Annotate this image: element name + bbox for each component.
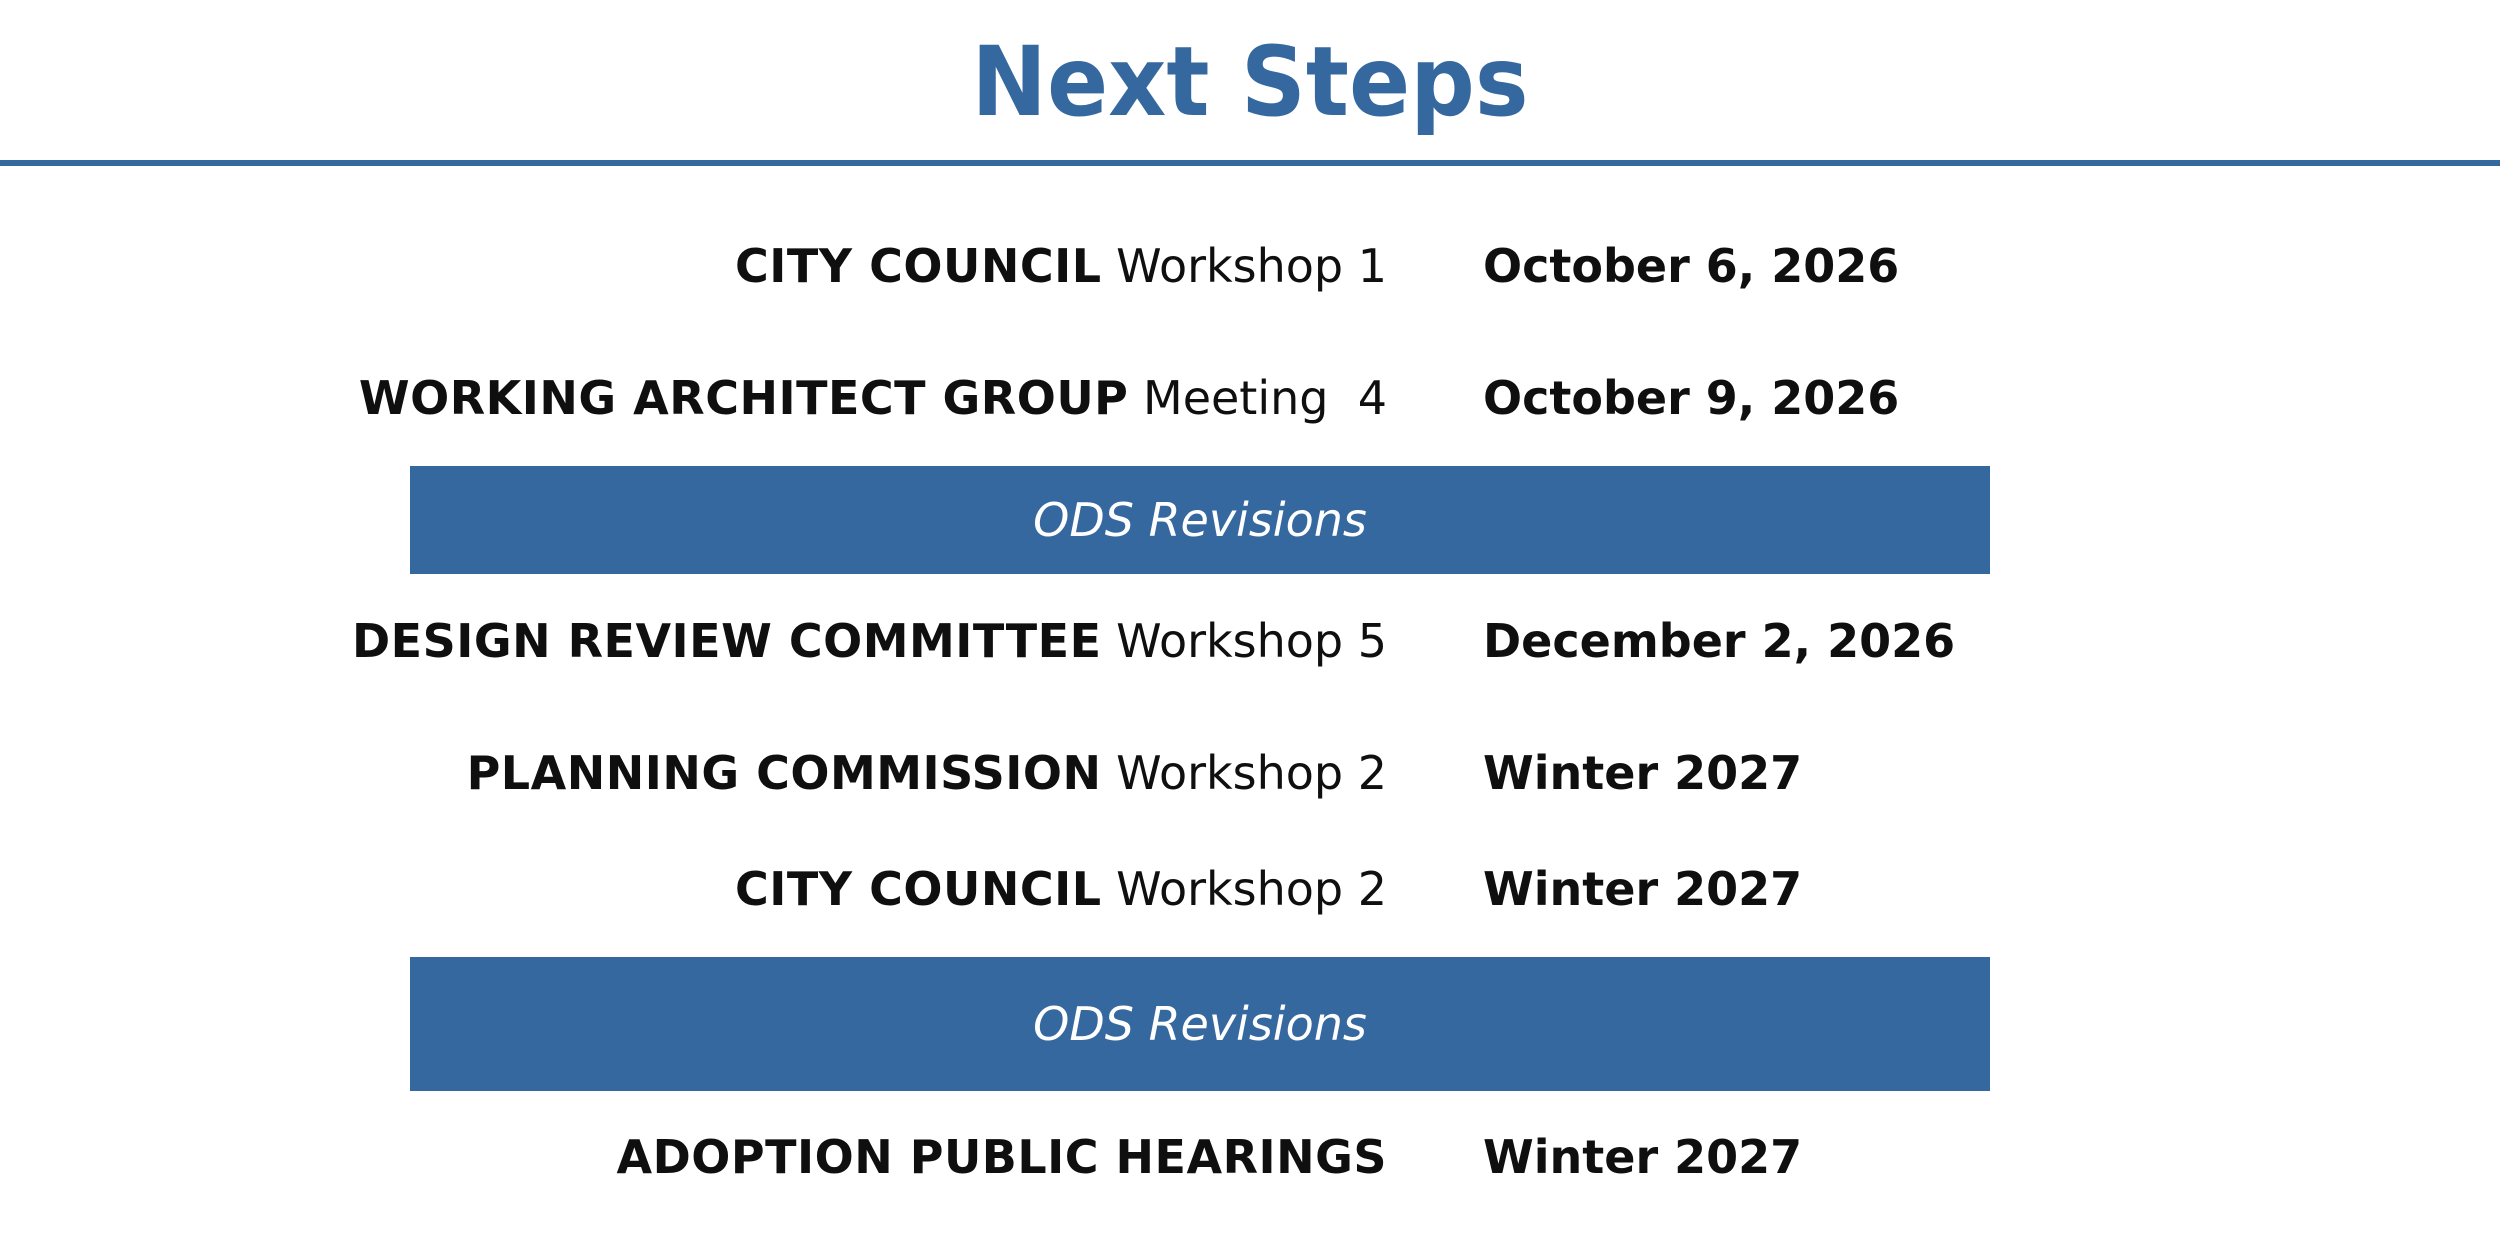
schedule-row bbox=[0, 601, 2500, 681]
schedule-row bbox=[0, 358, 2500, 438]
schedule-row bbox=[0, 733, 2500, 813]
row-organization: WORKING ARCHITECT GROUP bbox=[358, 371, 1129, 425]
row-event: Workshop 2 bbox=[1116, 862, 1387, 916]
row-date: October 9, 2026 bbox=[1483, 371, 1900, 425]
revision-band: ODS Revisions bbox=[410, 957, 1990, 1091]
row-date: Winter 2027 bbox=[1483, 1130, 1803, 1184]
schedule-row bbox=[0, 1117, 2500, 1197]
row-date: December 2, 2026 bbox=[1483, 614, 1956, 668]
row-date: Winter 2027 bbox=[1483, 746, 1803, 800]
row-organization: ADOPTION PUBLIC HEARINGS bbox=[616, 1130, 1387, 1184]
row-label bbox=[617, 1117, 1387, 1197]
row-label bbox=[735, 226, 1387, 306]
row-event: Workshop 2 bbox=[1116, 746, 1387, 800]
row-organization: DESIGN REVIEW COMMITTEE bbox=[351, 614, 1102, 668]
row-organization: CITY COUNCIL bbox=[735, 239, 1102, 293]
row-label bbox=[352, 601, 1387, 681]
row-organization: PLANNING COMMISSION bbox=[466, 746, 1102, 800]
row-date: Winter 2027 bbox=[1483, 862, 1803, 916]
row-date: October 6, 2026 bbox=[1483, 239, 1900, 293]
schedule-row bbox=[0, 849, 2500, 929]
title-divider bbox=[0, 160, 2500, 166]
row-event: Workshop 1 bbox=[1116, 239, 1387, 293]
revision-band: ODS Revisions bbox=[410, 466, 1990, 574]
row-label bbox=[735, 849, 1387, 929]
row-event: Meeting 4 bbox=[1143, 371, 1387, 425]
schedule-row bbox=[0, 226, 2500, 306]
row-organization: CITY COUNCIL bbox=[735, 862, 1102, 916]
page-title: Next Steps bbox=[971, 26, 1529, 138]
row-label bbox=[359, 358, 1387, 438]
row-label bbox=[467, 733, 1387, 813]
row-event: Workshop 5 bbox=[1116, 614, 1387, 668]
